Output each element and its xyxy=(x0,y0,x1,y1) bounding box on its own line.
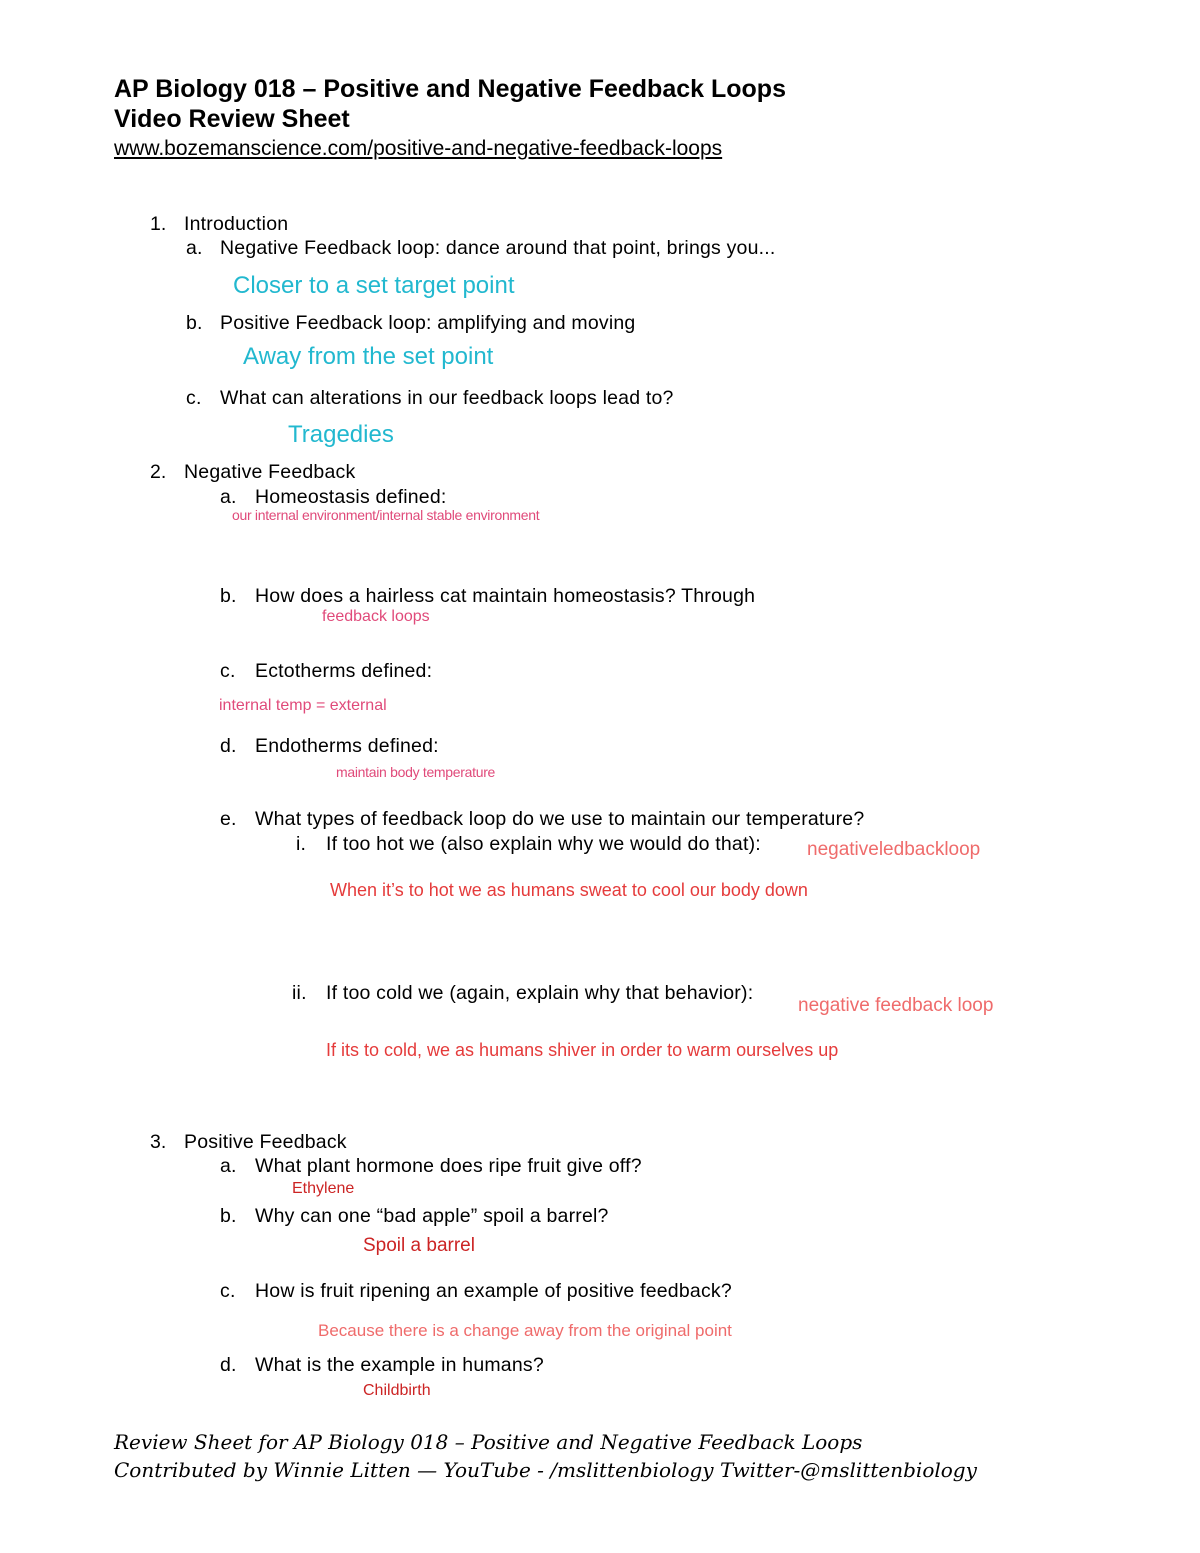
question-text: Positive Feedback loop: amplifying and moving xyxy=(220,312,636,334)
question-text: If too cold we (again, explain why that behavior): xyxy=(326,982,754,1004)
answer-text: Away from the set point xyxy=(243,343,494,370)
subitem-numeral: ii. xyxy=(292,982,307,1004)
question-text: How is fruit ripening an example of positive feedback? xyxy=(255,1280,732,1302)
answer-text: Ethylene xyxy=(292,1180,355,1197)
section-number: 2. xyxy=(150,461,167,483)
answer-text: Childbirth xyxy=(363,1382,431,1399)
answer-text: our internal environment/internal stable environment xyxy=(232,507,540,523)
question-text: Why can one “bad apple” spoil a barrel? xyxy=(255,1205,609,1227)
item-letter: a. xyxy=(220,486,237,508)
question-text: Negative Feedback loop: dance around that point, brings you... xyxy=(220,237,776,259)
section-title: Negative Feedback xyxy=(184,461,356,483)
item-letter: b. xyxy=(186,312,203,334)
item-letter: d. xyxy=(220,1354,237,1376)
question-text: Endotherms defined: xyxy=(255,735,439,757)
page-subtitle: Video Review Sheet xyxy=(114,105,350,133)
answer-text: When it’s to hot we as humans sweat to cool our body down xyxy=(330,880,808,900)
section-title: Introduction xyxy=(184,213,289,235)
answer-label: negative feedback loop xyxy=(798,995,994,1016)
item-letter: c. xyxy=(186,387,202,409)
question-text: Ectotherms defined: xyxy=(255,660,433,682)
question-text: How does a hairless cat maintain homeostasis? Through xyxy=(255,585,756,607)
item-letter: e. xyxy=(220,808,237,830)
item-letter: c. xyxy=(220,1280,236,1302)
answer-label: negativeledbackloop xyxy=(807,839,981,860)
answer-text: maintain body temperature xyxy=(336,764,496,780)
source-link[interactable]: www.bozemanscience.com/positive-and-negative-feedback-loops xyxy=(114,137,723,160)
page-title: AP Biology 018 – Positive and Negative Feedback Loops xyxy=(114,75,786,103)
answer-text: internal temp = external xyxy=(219,697,387,714)
item-letter: d. xyxy=(220,735,237,757)
answer-text: feedback loops xyxy=(322,608,430,625)
answer-text: Because there is a change away from the original point xyxy=(318,1321,732,1340)
question-text: What is the example in humans? xyxy=(255,1354,544,1376)
question-text: What plant hormone does ripe fruit give off? xyxy=(255,1155,642,1177)
section-title: Positive Feedback xyxy=(184,1131,347,1153)
question-text: What can alterations in our feedback loops lead to? xyxy=(220,387,674,409)
item-letter: b. xyxy=(220,585,237,607)
item-letter: c. xyxy=(220,660,236,682)
item-letter: a. xyxy=(220,1155,237,1177)
section-number: 1. xyxy=(150,213,167,235)
item-letter: a. xyxy=(186,237,203,259)
answer-text: Closer to a set target point xyxy=(233,272,515,299)
answer-text: If its to cold, we as humans shiver in order to warm ourselves up xyxy=(326,1040,839,1060)
answer-text: Spoil a barrel xyxy=(363,1235,475,1256)
question-text: What types of feedback loop do we use to maintain our temperature? xyxy=(255,808,865,830)
section-number: 3. xyxy=(150,1131,167,1153)
answer-text: Tragedies xyxy=(288,421,394,448)
question-text: If too hot we (also explain why we would do that): xyxy=(326,833,761,855)
subitem-numeral: i. xyxy=(296,833,307,855)
item-letter: b. xyxy=(220,1205,237,1227)
footer-line: Review Sheet for AP Biology 018 – Positive and Negative Feedback Loops xyxy=(114,1430,863,1454)
question-text: Homeostasis defined: xyxy=(255,486,447,508)
footer-credits: Contributed by Winnie Litten — YouTube - /mslittenbiology Twitter-@mslittenbiology xyxy=(114,1458,977,1482)
